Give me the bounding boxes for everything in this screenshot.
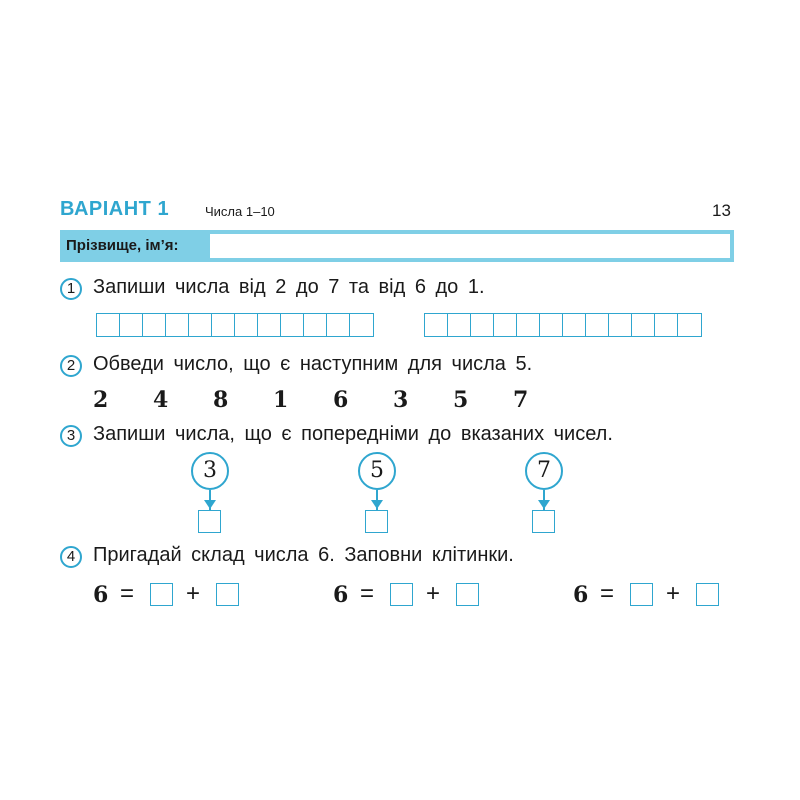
plus-sign: + (426, 580, 441, 607)
digit-option[interactable]: 6 (333, 387, 349, 413)
page-number: 13 (712, 201, 731, 220)
addend-box[interactable] (456, 583, 479, 606)
task-4-number: 4 (60, 546, 82, 568)
arrow-head-icon (538, 500, 550, 509)
addend-box[interactable] (390, 583, 413, 606)
answer-box[interactable] (532, 510, 555, 533)
task-3-text: Запиши числа, що є попередніми до вказаних чисел. (93, 423, 613, 445)
digit-option[interactable]: 3 (393, 387, 409, 413)
equals-sign: = (360, 580, 375, 607)
plus-sign: + (666, 580, 681, 607)
task-1-number: 1 (60, 278, 82, 300)
arrow-head-icon (204, 500, 216, 509)
answer-box[interactable] (365, 510, 388, 533)
task-2-number: 2 (60, 355, 82, 377)
name-bar (60, 230, 734, 262)
addend-box[interactable] (216, 583, 239, 606)
digit-option[interactable]: 5 (453, 387, 469, 413)
equation-left: 6 (93, 582, 109, 608)
task-2-text: Обведи число, що є наступним для числа 5. (93, 353, 533, 375)
digit-option[interactable]: 8 (213, 387, 229, 413)
answer-box[interactable] (198, 510, 221, 533)
name-field[interactable] (210, 234, 730, 258)
given-number-circle: 5 (358, 452, 396, 490)
addend-box[interactable] (630, 583, 653, 606)
task-3-number: 3 (60, 425, 82, 447)
name-label: Прізвище, ім’я: (66, 237, 179, 254)
arrow-head-icon (371, 500, 383, 509)
plus-sign: + (186, 580, 201, 607)
equation-left: 6 (573, 582, 589, 608)
given-number-circle: 7 (525, 452, 563, 490)
task-4-text: Пригадай склад числа 6. Заповни клітинки. (93, 544, 514, 566)
given-number-circle: 3 (191, 452, 229, 490)
answer-cells-2[interactable] (424, 313, 702, 337)
equals-sign: = (600, 580, 615, 607)
answer-cells-1[interactable] (96, 313, 374, 337)
addend-box[interactable] (150, 583, 173, 606)
equation-left: 6 (333, 582, 349, 608)
equals-sign: = (120, 580, 135, 607)
topic-label: Числа 1–10 (205, 204, 275, 219)
variant-title: ВАРІАНТ 1 (60, 198, 170, 220)
digit-option[interactable]: 1 (273, 387, 289, 413)
addend-box[interactable] (696, 583, 719, 606)
task-1-text: Запиши числа від 2 до 7 та від 6 до 1. (93, 276, 485, 298)
digit-option[interactable]: 7 (513, 387, 529, 413)
digit-option[interactable]: 4 (153, 387, 169, 413)
digit-option[interactable]: 2 (93, 387, 109, 413)
